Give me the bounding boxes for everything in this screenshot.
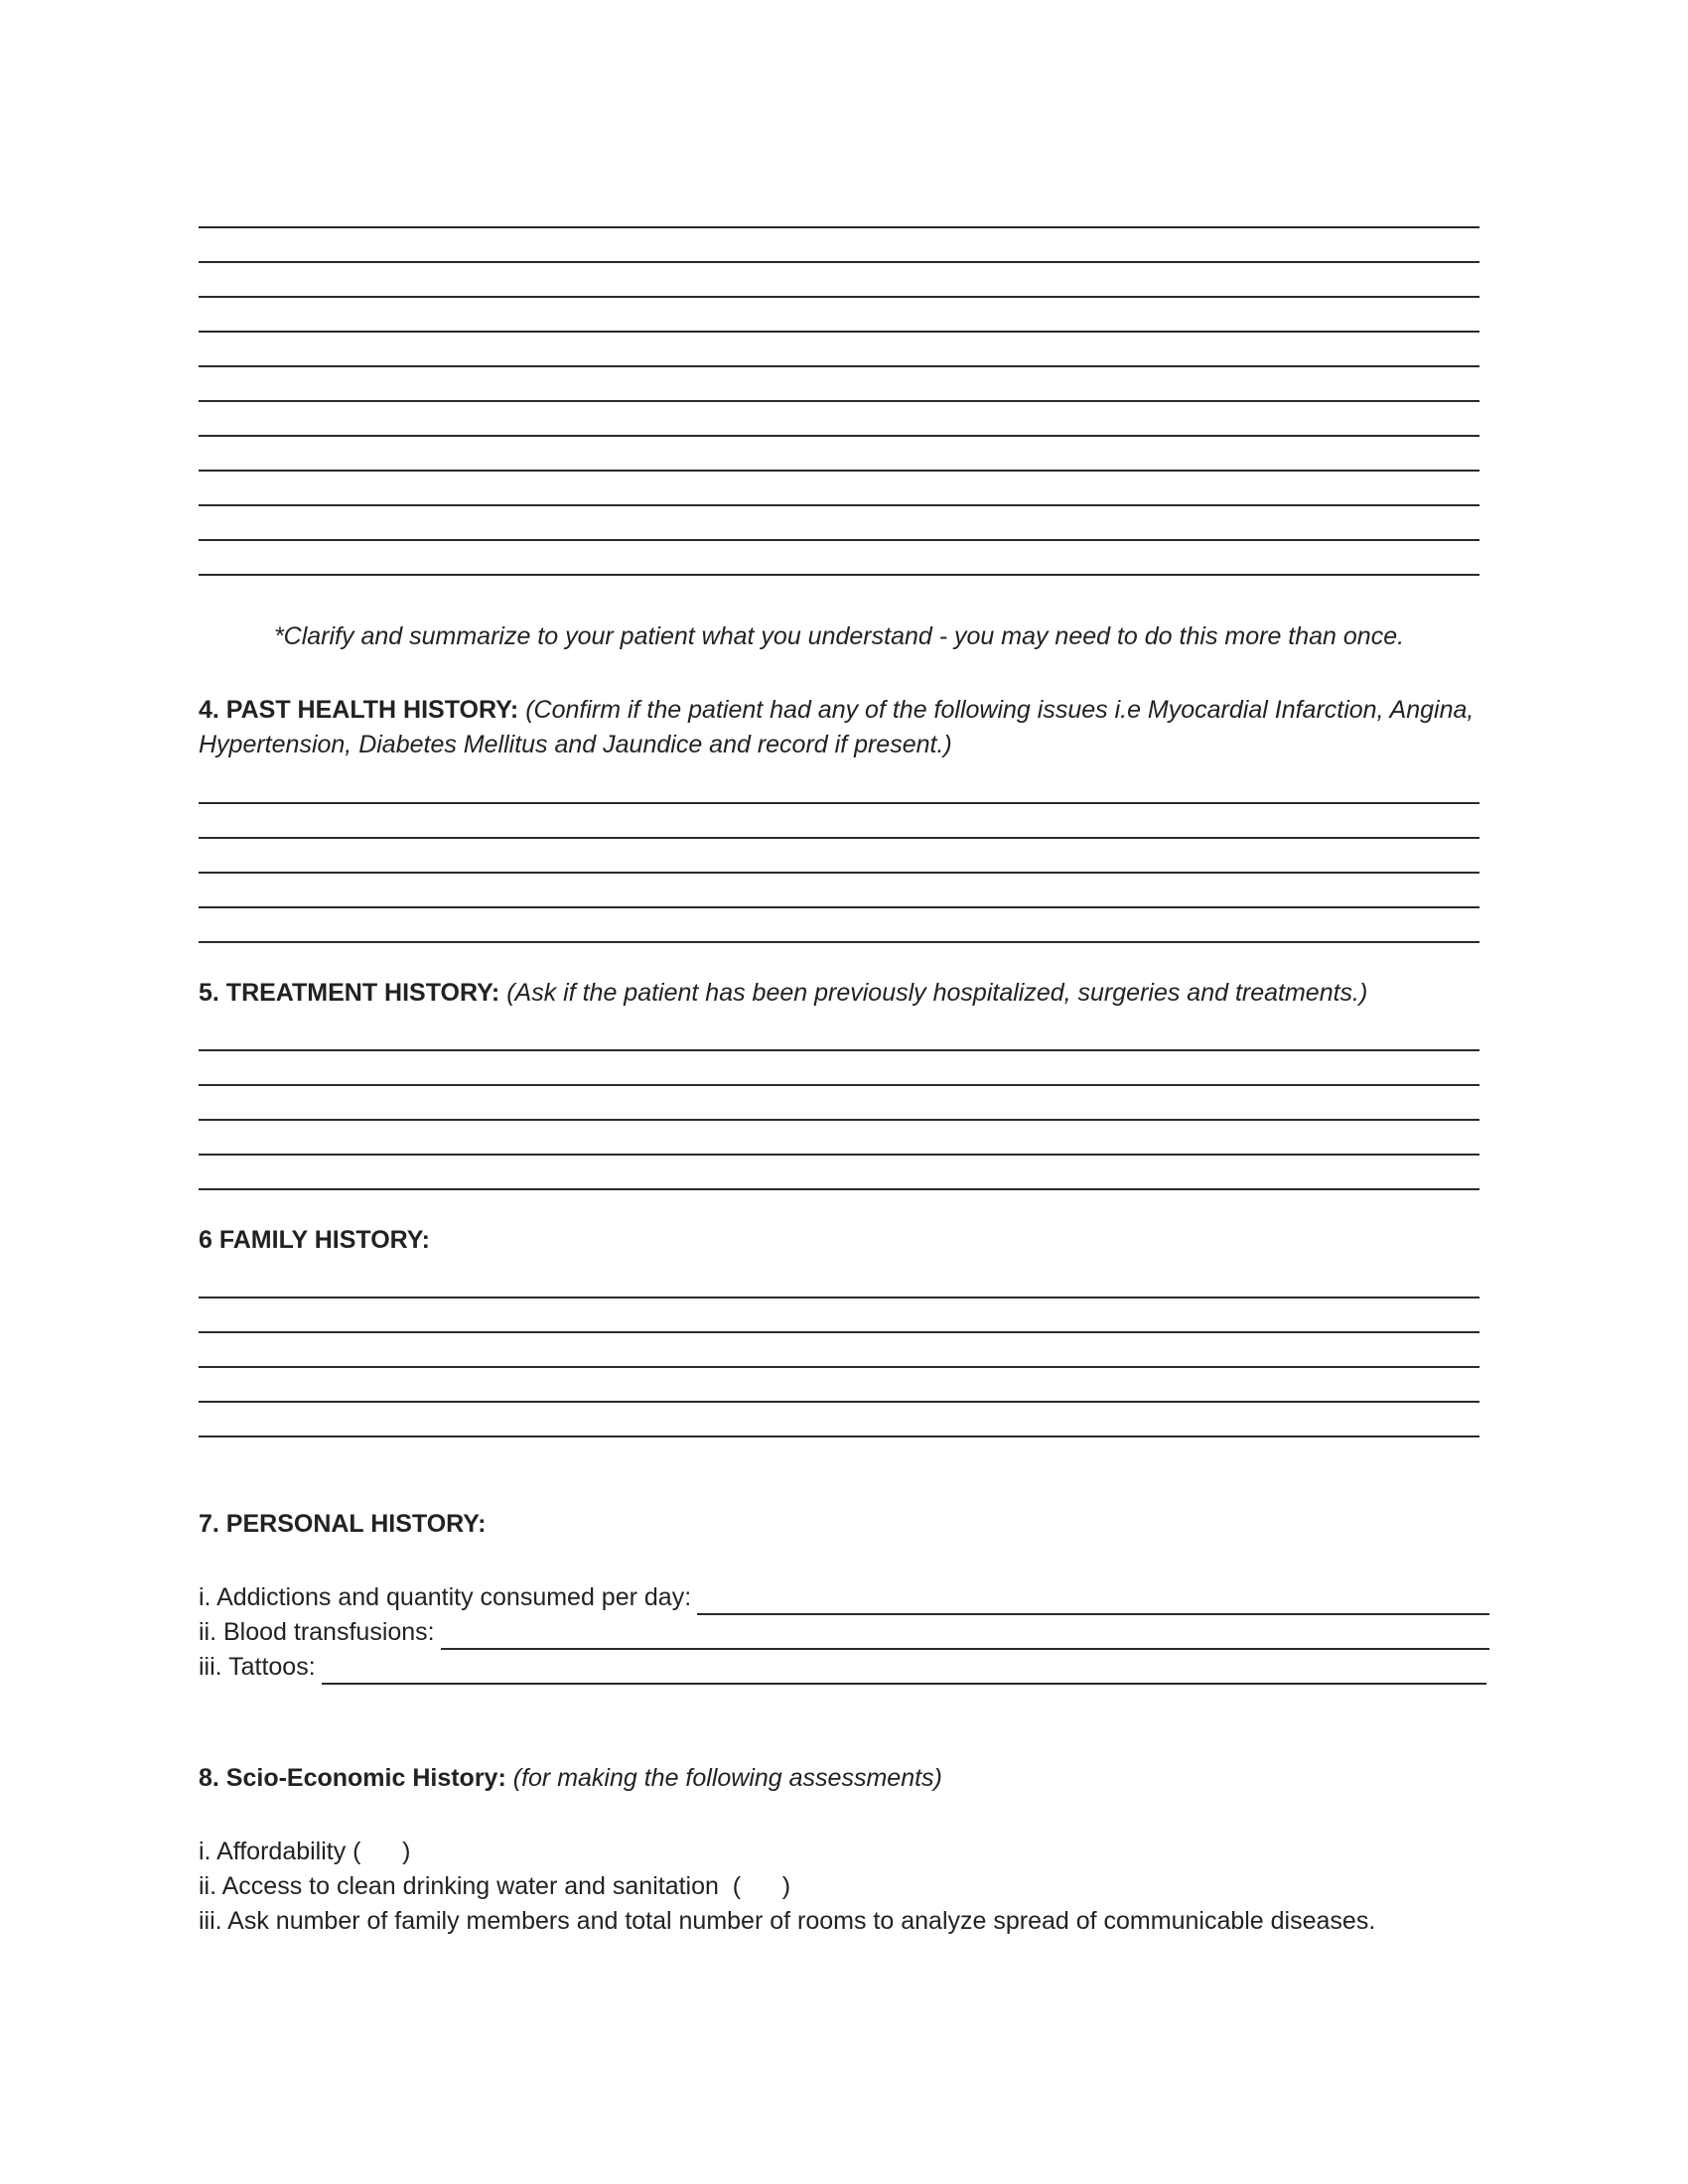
answer-line[interactable]	[199, 1121, 1479, 1156]
answer-line[interactable]	[199, 1368, 1479, 1403]
affordability-item: i. Affordability ( )	[199, 1838, 411, 1865]
answer-line[interactable]	[199, 298, 1479, 333]
treatment-answer-lines	[199, 1017, 1479, 1190]
tattoos-input-line[interactable]	[322, 1657, 1486, 1685]
addictions-label: i. Addictions and quantity consumed per day:	[199, 1583, 692, 1611]
family-heading	[199, 1223, 1479, 1258]
answer-line[interactable]	[199, 1298, 1479, 1333]
answer-line[interactable]	[199, 874, 1479, 908]
family-title: 6 FAMILY HISTORY:	[199, 1226, 430, 1254]
answer-line[interactable]	[199, 541, 1479, 576]
tattoos-field	[199, 1650, 1486, 1685]
answer-line[interactable]	[199, 908, 1479, 943]
answer-line[interactable]	[199, 506, 1479, 541]
answer-line[interactable]	[199, 194, 1479, 228]
top-answer-lines	[199, 194, 1479, 576]
past-health-heading	[199, 693, 1479, 762]
answer-line[interactable]	[199, 769, 1479, 804]
answer-line[interactable]	[199, 1264, 1479, 1298]
answer-line[interactable]	[199, 1017, 1479, 1051]
personal-items	[199, 1580, 1489, 1685]
blood-transfusions-input-line[interactable]	[441, 1622, 1489, 1650]
treatment-instruction: (Ask if the patient has been previously hospitalized, surgeries and treatments.)	[506, 979, 1368, 1007]
answer-line[interactable]	[199, 333, 1479, 367]
answer-line[interactable]	[199, 1086, 1479, 1121]
tattoos-label: iii. Tattoos:	[199, 1653, 316, 1681]
answer-line[interactable]	[199, 472, 1479, 506]
answer-line[interactable]	[199, 804, 1479, 839]
answer-line[interactable]	[199, 1051, 1479, 1086]
answer-line[interactable]	[199, 839, 1479, 874]
socio-title: 8. Scio-Economic History:	[199, 1764, 506, 1792]
blood-transfusions-label: ii. Blood transfusions:	[199, 1618, 435, 1646]
answer-line[interactable]	[199, 1333, 1479, 1368]
answer-line[interactable]	[199, 367, 1479, 402]
socio-instruction: (for making the following assessments)	[512, 1764, 942, 1792]
answer-line[interactable]	[199, 263, 1479, 298]
clarify-note: *Clarify and summarize to your patient what you understand - you may need to do this more than once.	[273, 622, 1405, 650]
personal-title: 7. PERSONAL HISTORY:	[199, 1510, 487, 1538]
answer-line[interactable]	[199, 1156, 1479, 1190]
answer-line[interactable]	[199, 402, 1479, 437]
past-health-title: 4. PAST HEALTH HISTORY:	[199, 696, 519, 724]
treatment-title: 5. TREATMENT HISTORY:	[199, 979, 500, 1007]
answer-line[interactable]	[199, 437, 1479, 472]
treatment-heading	[199, 976, 1479, 1011]
socio-heading	[199, 1761, 1479, 1796]
blood-transfusions-field	[199, 1615, 1489, 1650]
family-answer-lines	[199, 1264, 1479, 1437]
personal-heading	[199, 1507, 1479, 1542]
addictions-field	[199, 1580, 1489, 1615]
past-health-instruction: (Confirm if the patient had any of the following issues i.e Myocardial Infarction, Angina, Hypertension, Diabetes Mellitus and Jaundice and record if present.)	[199, 696, 1475, 758]
socio-items	[199, 1835, 1479, 1939]
answer-line[interactable]	[199, 1403, 1479, 1437]
family-rooms-item: iii. Ask number of family members and total number of rooms to analyze spread of communicable diseases.	[199, 1907, 1376, 1935]
past-health-answer-lines	[199, 769, 1479, 943]
addictions-input-line[interactable]	[697, 1587, 1489, 1615]
water-sanitation-item: ii. Access to clean drinking water and sanitation ( )	[199, 1872, 791, 1900]
answer-line[interactable]	[199, 228, 1479, 263]
